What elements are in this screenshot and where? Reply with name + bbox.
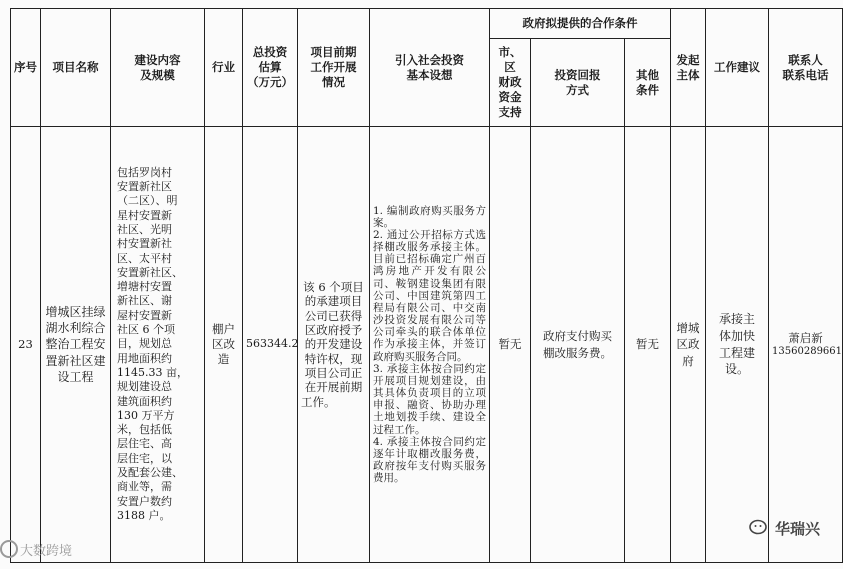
cell-investment: 563344.2: [243, 127, 298, 563]
cell-city-fund: 暂无: [490, 127, 531, 563]
header-initiator: [671, 9, 706, 127]
content-line: 屋村安置新: [117, 308, 172, 322]
header-city-fund-line: 资金: [498, 89, 522, 104]
content-line: 及配套公建、: [117, 466, 183, 480]
wechat-icon: [749, 518, 771, 538]
header-city-fund-line: 财政: [498, 75, 522, 90]
content-line: 增塘村安置: [117, 280, 172, 294]
contact-name: 萧启新: [788, 330, 823, 345]
header-contact-line: 联系电话: [782, 67, 829, 82]
watermark-left: [0, 538, 72, 560]
header-city-fund-line: 市、区: [498, 45, 522, 75]
project-table: [10, 8, 843, 563]
header-gov-group: 政府拟提供的合作条件: [490, 9, 671, 39]
content-line: 社区、光明: [117, 222, 172, 236]
header-return: [531, 39, 625, 127]
cell-advice: 承接主体加快工程建设。: [706, 127, 769, 563]
cell-basic: [370, 127, 490, 563]
header-prework: [298, 9, 370, 127]
content-line: 社区 6 个项: [117, 323, 175, 337]
cell-return: 政府支付购买棚改服务费。: [531, 127, 625, 563]
content-line: 3188 户。: [117, 508, 171, 522]
cell-other: 暂无: [625, 127, 671, 563]
header-project-name: 项目名称: [41, 9, 111, 127]
content-lines: [117, 166, 198, 523]
header-city-fund: [490, 39, 531, 127]
content-line: 层住宅、高: [117, 437, 172, 451]
watermark-left-text: 大数跨境: [20, 543, 73, 559]
cell-prework: 该 6 个项目的承建项目公司已获得区政府授予的开发建设特许权，现项目公司正在开展前期工作。: [298, 127, 370, 563]
content-line: 村安置新社: [117, 237, 172, 251]
header-contact: [769, 9, 843, 127]
content-line: 安置新社区: [117, 180, 172, 194]
content-line: 星村安置新: [117, 208, 172, 222]
content-line: 安置新社区、: [117, 265, 183, 279]
cell-contact: [769, 127, 843, 563]
header-seq: 序号: [11, 9, 41, 127]
content-line: 130 万平方: [117, 408, 175, 422]
content-line: 建筑面积约: [117, 394, 172, 408]
content-line: （二区）、明: [117, 194, 178, 208]
content-line: 区、太平村: [117, 251, 172, 265]
contact-phone: 13560289661: [772, 346, 843, 358]
header-industry: 行业: [205, 9, 243, 127]
watermark-logo-icon: [0, 540, 18, 558]
content-line: 1145.33 亩，: [117, 365, 188, 379]
cell-industry: 棚户区改造: [205, 127, 243, 563]
cell-initiator: 增城区政府: [671, 127, 706, 563]
basic-item: 4. 承接主体按合同约定逐年计取棚改服务费，政府按年支付购买服务费用。: [373, 435, 486, 485]
content-line: 安置户数约: [117, 494, 172, 508]
content-line: 用地面积约: [117, 351, 172, 365]
table-row: [11, 127, 843, 563]
header-investment-line: 总投资: [252, 45, 288, 60]
watermark-right: [749, 516, 820, 540]
header-investment: [243, 9, 298, 127]
content-line: 包括罗岗村: [117, 165, 172, 179]
basic-item: 1. 编制政府购买服务方案。: [373, 204, 486, 229]
basic-item: 3. 承接主体按合同约定开展项目规划建设，由其具体负责项目的立项申报、融资、协助办理土地划拨手续、建设全过程工作。: [373, 362, 486, 436]
header-prework-line: 项目前期: [310, 45, 357, 60]
header-row-1: [11, 9, 843, 39]
header-contact-line: 联系人: [788, 52, 823, 67]
header-basic-line: 基本设想: [406, 67, 453, 82]
header-other: [625, 39, 671, 127]
content-line: 新社区、谢: [117, 294, 172, 308]
header-city-fund-line: 支持: [498, 104, 522, 119]
watermark-right-text: 华瑞兴: [774, 519, 820, 538]
header-prework-line: 工作开展: [310, 60, 357, 75]
header-return-line: 投资回报: [554, 67, 601, 82]
header-return-line: 方式: [566, 82, 589, 97]
header-other-line: 条件: [636, 82, 660, 97]
header-other-line: 其他: [636, 67, 660, 82]
content-line: 商业等，需: [117, 480, 172, 494]
header-basic: [370, 9, 490, 127]
cell-project-name: 增城区挂绿湖水利综合整治工程安置新社区建设工程: [41, 127, 111, 563]
content-line: 目，规划总: [117, 337, 172, 351]
content-line: 米，包括低: [117, 423, 172, 437]
header-basic-line: 引入社会投资: [395, 52, 464, 67]
header-initiator-line: 发起: [676, 52, 700, 67]
header-initiator-line: 主体: [676, 67, 700, 82]
cell-content: [111, 127, 205, 563]
header-investment-line: （万元）: [247, 74, 293, 89]
basic-item: 2. 通过公开招标方式选择棚改服务承接主体。目前已招标确定广州百鸿房地产开发有限公司、鞍钢建设集团有限公司、中国建筑第四工程局有限公司、中交南沙投资发展有限公司等公司牵头的联合体单位作为承接主体，并签订政府购买服务合同。: [373, 228, 486, 363]
header-content-line: 及规模: [140, 67, 175, 82]
header-content: [111, 9, 205, 127]
header-prework-line: 情况: [322, 74, 345, 89]
header-advice: 工作建议: [706, 9, 769, 127]
header-investment-line: 估算: [258, 60, 282, 75]
header-content-line: 建设内容: [134, 52, 181, 67]
content-line: 层住宅，以: [117, 451, 172, 465]
content-line: 规划建设总: [117, 380, 172, 394]
cell-seq: 23: [11, 127, 41, 563]
